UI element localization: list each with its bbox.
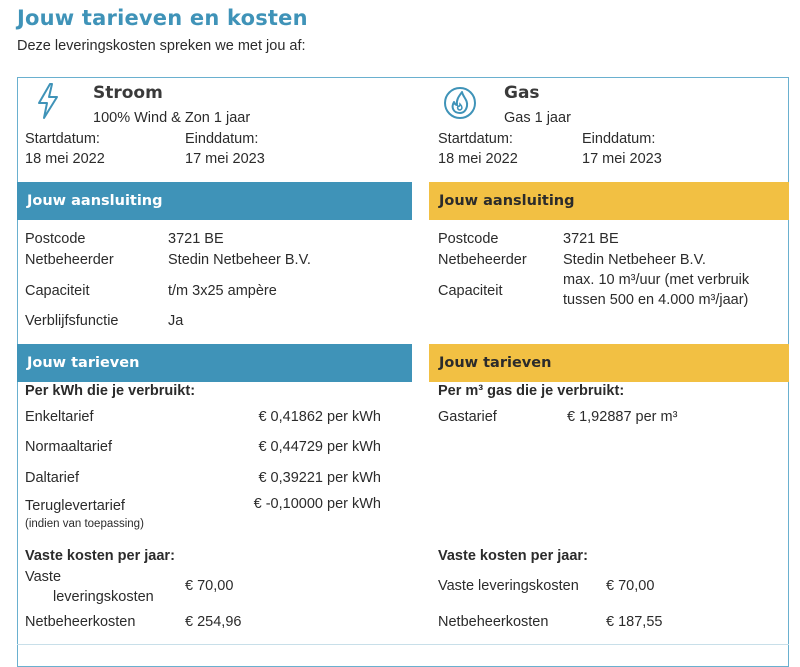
stroom-verblijf-value: Ja xyxy=(168,313,184,329)
stroom-tarief-value: € 0,44729 per kWh xyxy=(258,439,381,455)
gas-tarief-value: € 1,92887 per m³ xyxy=(567,409,678,425)
stroom-postcode-label: Postcode xyxy=(25,231,86,247)
stroom-title: Stroom xyxy=(93,83,163,103)
stroom-end-value: 17 mei 2023 xyxy=(185,151,265,167)
stroom-tarief-note: (indien van toepassing) xyxy=(25,518,144,530)
stroom-netbeheerkosten-value: € 254,96 xyxy=(185,614,242,630)
stroom-plan: 100% Wind & Zon 1 jaar xyxy=(93,110,251,126)
stroom-vaste-levering-label-line1: Vaste xyxy=(25,569,62,585)
stroom-capaciteit-label: Capaciteit xyxy=(25,283,90,299)
gas-netbeheerder-label: Netbeheerder xyxy=(438,252,527,268)
gas-tarieven-header: Jouw tarieven xyxy=(429,344,789,382)
gas-title: Gas xyxy=(504,83,540,103)
stroom-tarief-label: Enkeltarief xyxy=(25,409,94,425)
stroom-verblijf-label: Verblijfsfunctie xyxy=(25,313,119,329)
gas-start-value: 18 mei 2022 xyxy=(438,151,518,167)
gas-postcode-value: 3721 BE xyxy=(563,231,619,247)
gas-end-value: 17 mei 2023 xyxy=(582,151,662,167)
stroom-netbeheerkosten-label: Netbeheerkosten xyxy=(25,614,136,630)
gas-tarief-label: Gastarief xyxy=(438,409,497,425)
gas-plan: Gas 1 jaar xyxy=(504,110,571,126)
stroom-vaste-kosten-heading: Vaste kosten per jaar: xyxy=(25,548,175,564)
stroom-vaste-levering-value: € 70,00 xyxy=(185,578,234,594)
gas-vaste-kosten-heading: Vaste kosten per jaar: xyxy=(438,548,588,564)
gas-capaciteit-value-line1: max. 10 m³/uur (met verbruik xyxy=(563,272,750,288)
gas-vaste-levering-label: Vaste leveringskosten xyxy=(438,578,579,594)
stroom-end-label: Einddatum: xyxy=(185,131,259,147)
gas-netbeheerkosten-label: Netbeheerkosten xyxy=(438,614,549,630)
lightning-icon xyxy=(35,82,61,120)
gas-netbeheerder-value: Stedin Netbeheer B.V. xyxy=(563,252,706,268)
gas-netbeheerkosten-value: € 187,55 xyxy=(606,614,663,630)
gas-capaciteit-value-line2: tussen 500 en 4.000 m³/jaar) xyxy=(563,292,749,308)
gas-aansluiting-header: Jouw aansluiting xyxy=(429,182,789,220)
stroom-per-unit-heading: Per kWh die je verbruikt: xyxy=(25,383,196,399)
page-title: Jouw tarieven en kosten xyxy=(17,6,308,30)
intro-text: Deze leveringskosten spreken we met jou af: xyxy=(17,38,306,54)
stroom-start-value: 18 mei 2022 xyxy=(25,151,105,167)
stroom-tarief-value: € 0,39221 per kWh xyxy=(258,470,381,486)
stroom-tarief-value: € -0,10000 per kWh xyxy=(253,496,381,512)
stroom-start-label: Startdatum: xyxy=(25,131,100,147)
gas-start-label: Startdatum: xyxy=(438,131,513,147)
gas-capaciteit-label: Capaciteit xyxy=(438,283,503,299)
stroom-capaciteit-value: t/m 3x25 ampère xyxy=(168,283,277,299)
stroom-tarief-label: Daltarief xyxy=(25,470,79,486)
stroom-tarief-label: Teruglevertarief xyxy=(25,498,125,514)
stroom-postcode-value: 3721 BE xyxy=(168,231,224,247)
flame-icon xyxy=(442,82,478,120)
gas-per-unit-heading: Per m³ gas die je verbruikt: xyxy=(438,383,625,399)
gas-postcode-label: Postcode xyxy=(438,231,499,247)
gas-vaste-levering-value: € 70,00 xyxy=(606,578,655,594)
stroom-netbeheerder-label: Netbeheerder xyxy=(25,252,114,268)
stroom-tarieven-header: Jouw tarieven xyxy=(17,344,412,382)
gas-end-label: Einddatum: xyxy=(582,131,656,147)
stroom-aansluiting-header: Jouw aansluiting xyxy=(17,182,412,220)
stroom-tarief-label: Normaaltarief xyxy=(25,439,113,455)
stroom-netbeheerder-value: Stedin Netbeheer B.V. xyxy=(168,252,311,268)
stroom-tarief-value: € 0,41862 per kWh xyxy=(258,409,381,425)
stroom-vaste-levering-label-line2: leveringskosten xyxy=(53,589,154,605)
divider xyxy=(17,644,789,645)
